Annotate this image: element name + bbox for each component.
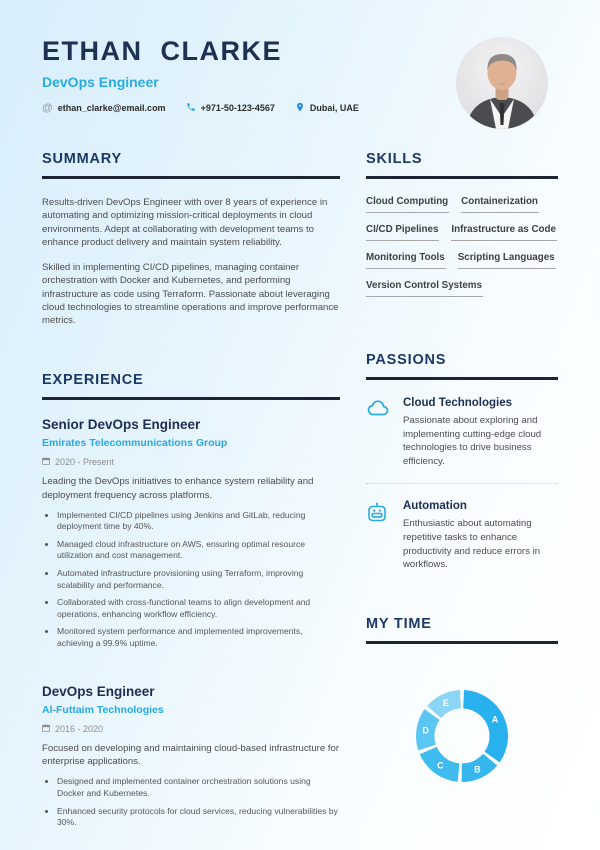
skills-heading: SKILLS [366, 151, 558, 179]
passion-text: Passionate about exploring and implementing cutting-edge cloud technologies to drive business efficiency. [403, 415, 542, 467]
job-entry [42, 684, 340, 829]
job-company: Al-Futtaim Technologies [42, 703, 164, 716]
person-name: ETHAN CLARKE [42, 36, 282, 66]
my-time-section [366, 616, 558, 811]
contact-row [42, 101, 438, 115]
job-company: Emirates Telecommunications Group [42, 436, 228, 449]
robot-icon [366, 500, 390, 571]
skills-list [366, 196, 558, 308]
donut-segment-A [463, 690, 508, 762]
skill-item: Monitoring Tools [366, 252, 446, 269]
left-column [42, 151, 340, 835]
passion-item [366, 500, 558, 571]
passions-divider [366, 483, 558, 484]
summary-paragraph-1: Results-driven DevOps Engineer with over 8 years of experience in automating and optimizing mission-critical deployments in cloud environments. Adept at collaborating with development teams to enhance product delivery and maintain system reliability. [42, 197, 328, 249]
experience-section [42, 372, 340, 829]
job-bullet: • Monitored system performance and implemented improvements, achieving a 99.9% uptime. [57, 626, 340, 649]
skill-item: Scripting Languages [458, 252, 556, 269]
summary-heading: SUMMARY [42, 151, 340, 179]
passion-title: Automation [403, 500, 467, 513]
skill-item: Cloud Computing [366, 196, 449, 213]
passion-item [366, 397, 558, 468]
summary-section [42, 151, 340, 328]
job-bullet-list [57, 776, 340, 828]
skill-item: CI/CD Pipelines [366, 224, 439, 241]
job-entry [42, 417, 340, 650]
email-value: ethan_clarke@email.com [57, 103, 166, 113]
job-bullet: • Designed and implemented container orchestration solutions using Docker and Kubernetes. [57, 776, 340, 799]
job-dates-text: 2016 - 2020 [55, 723, 104, 734]
job-bullet: • Implemented CI/CD pipelines using Jenkins and GitLab, reducing deployment time by 40%. [57, 510, 340, 533]
job-bullet: • Managed cloud infrastructure on AWS, ensuring optimal resource utilization and cost management. [57, 539, 340, 562]
passion-title: Cloud Technologies [403, 397, 513, 409]
phone-icon [186, 102, 196, 114]
donut-label-B: B [474, 764, 481, 775]
person-title: DevOps Engineer [42, 74, 159, 90]
donut-label-D: D [422, 725, 429, 736]
passion-text: Enthusiastic about automating repetitive tasks to enhance productivity and reduce errors in workflows. [403, 518, 541, 571]
calendar-icon [42, 724, 50, 734]
job-bullet-list [57, 510, 340, 650]
passion-body [403, 500, 558, 571]
email-at-icon: @ [42, 102, 53, 114]
skill-item: Containerization [461, 196, 539, 213]
time-donut-chart [387, 661, 537, 811]
donut-label-C: C [437, 760, 444, 771]
passion-body [403, 397, 558, 468]
passions-heading: PASSIONS [366, 352, 558, 380]
cloud-icon [366, 397, 390, 468]
location-value: Dubai, UAE [309, 103, 359, 113]
contact-phone [186, 102, 275, 114]
contact-location [295, 101, 359, 115]
passions-section [366, 352, 558, 572]
donut-label-E: E [442, 697, 449, 708]
right-column [366, 151, 558, 835]
location-pin-icon [295, 101, 305, 115]
profile-photo [456, 37, 548, 129]
contact-email [42, 102, 166, 114]
phone-value: +971-50-123-4567 [200, 103, 275, 113]
my-time-heading: MY TIME [366, 616, 558, 644]
header [42, 36, 558, 115]
skill-item: Version Control Systems [366, 280, 483, 297]
job-dates [42, 724, 340, 734]
job-summary: Leading the DevOps initiatives to enhance system reliability and deployment frequency across platforms. [42, 475, 314, 501]
skill-item: Infrastructure as Code [451, 224, 557, 241]
job-bullet: • Collaborated with cross-functional teams to align development and operations, enhancing workflow efficiency. [57, 597, 340, 620]
summary-paragraph-2: Skilled in implementing CI/CD pipelines, managing container orchestration with Docker and Kubernetes, and performing infrastructure as code using Terraform. Passionate about leveraging cloud technologies to streamline operations and improve performance metrics. [42, 261, 339, 327]
job-bullet: • Enhanced security protocols for cloud services, reducing vulnerabilities by 30%. [57, 806, 340, 829]
job-title: Senior DevOps Engineer [42, 416, 201, 432]
job-bullet: • Automated infrastructure provisioning using Terraform, improving scalability and performance. [57, 568, 340, 591]
job-dates [42, 457, 340, 467]
donut-label-A: A [491, 714, 499, 725]
job-dates-text: 2020 - Present [55, 456, 115, 467]
skills-section [366, 151, 558, 308]
experience-heading: EXPERIENCE [42, 372, 340, 400]
job-summary: Focused on developing and maintaining cloud-based infrastructure for enterprise applications. [42, 742, 340, 768]
calendar-icon [42, 457, 50, 467]
job-title: DevOps Engineer [42, 683, 155, 699]
